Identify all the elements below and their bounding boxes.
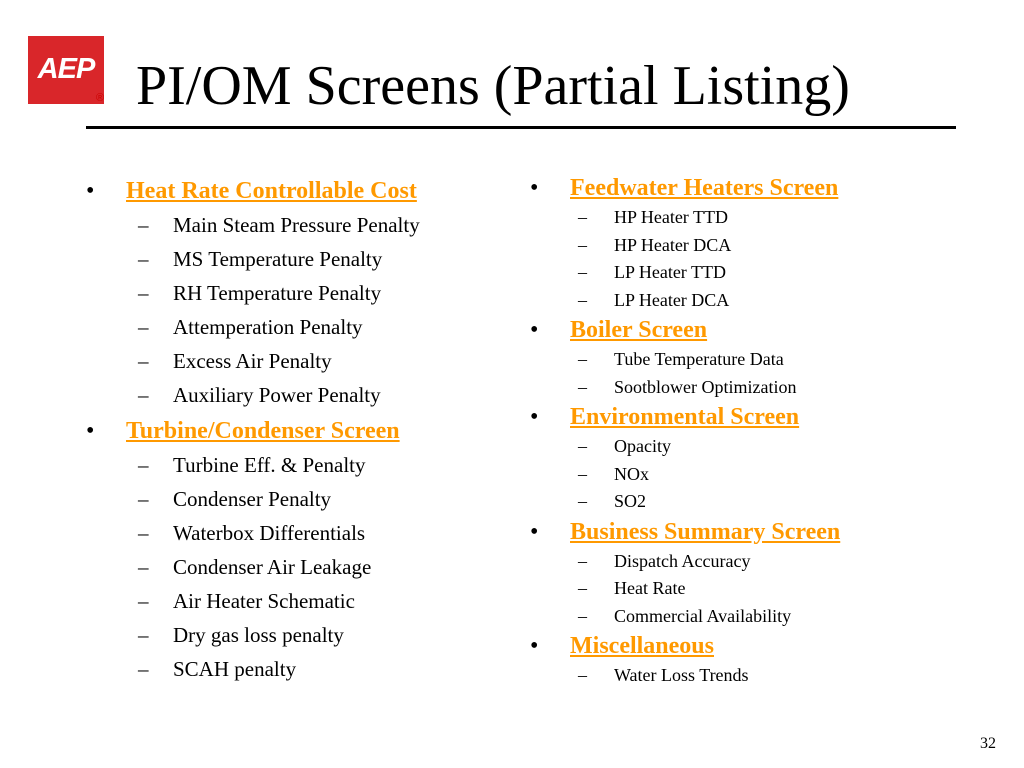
list-item-label: Tube Temperature Data	[614, 349, 784, 369]
section-boiler-screen	[530, 314, 840, 346]
list-item	[530, 346, 840, 374]
dash-icon: –	[578, 578, 587, 598]
list-item	[86, 516, 420, 550]
section-heading-link[interactable]: Business Summary Screen	[570, 518, 841, 545]
list-item-label: HP Heater DCA	[614, 234, 732, 255]
dash-icon: –	[578, 262, 587, 282]
list-item	[530, 287, 840, 315]
list-item	[86, 448, 420, 482]
list-item-label: Heat Rate	[614, 578, 686, 598]
list-item-label: LP Heater TTD	[614, 262, 726, 282]
slide-title: PI/OM Screens (Partial Listing)	[136, 55, 850, 117]
dash-icon: –	[578, 436, 587, 456]
registered-mark: ®	[96, 92, 105, 104]
list-item-label: MS Temperature Penalty	[173, 247, 383, 271]
list-item-label: NOx	[614, 463, 649, 484]
list-item-label: Sootblower Optimization	[614, 376, 797, 397]
dash-icon: –	[578, 234, 587, 255]
dash-icon: –	[578, 349, 587, 369]
dash-icon: –	[578, 289, 587, 310]
list-item-label: Condenser Air Leakage	[173, 555, 372, 579]
list-item	[530, 575, 840, 603]
list-item-label: Auxiliary Power Penalty	[173, 383, 381, 407]
list-item	[530, 662, 840, 690]
bullet-icon: •	[530, 518, 539, 545]
list-item	[86, 310, 420, 344]
list-item-label: SO2	[614, 491, 647, 511]
list-item	[86, 618, 420, 652]
section-heading-link[interactable]: Miscellaneous	[570, 633, 714, 659]
dash-icon: –	[578, 665, 587, 685]
list-item	[530, 603, 840, 631]
list-item-label: Main Steam Pressure Penalty	[173, 213, 420, 237]
list-item	[530, 232, 840, 260]
list-item	[86, 550, 420, 584]
list-item	[530, 433, 840, 461]
list-item-label: LP Heater DCA	[614, 289, 730, 310]
list-item	[86, 652, 420, 686]
section-heading-link[interactable]: Heat Rate Controllable Cost	[126, 178, 417, 204]
dash-icon: –	[578, 463, 587, 484]
list-item-label: Opacity	[614, 436, 671, 456]
logo-text: AEP	[37, 53, 95, 85]
dash-icon: –	[138, 657, 149, 681]
dash-icon: –	[138, 383, 149, 407]
list-item-label: SCAH penalty	[173, 657, 297, 681]
list-item-label: Waterbox Differentials	[173, 521, 366, 545]
section-heading-link[interactable]: Feedwater Heaters Screen	[570, 175, 839, 201]
dash-icon: –	[578, 605, 587, 626]
list-item-label: Excess Air Penalty	[173, 349, 332, 373]
dash-icon: –	[138, 281, 149, 305]
section-heat-rate-controllable-cost	[86, 174, 420, 208]
dash-icon: –	[138, 349, 149, 373]
list-item	[86, 276, 420, 310]
list-item-label: Water Loss Trends	[614, 665, 749, 685]
dash-icon: –	[578, 491, 587, 511]
section-heading-link[interactable]: Environmental Screen	[570, 404, 800, 430]
title-divider	[86, 126, 956, 129]
bullet-icon: •	[530, 633, 539, 659]
bullet-icon: •	[530, 404, 539, 430]
page-number: 32	[980, 735, 996, 752]
list-item	[530, 204, 840, 232]
list-item-label: Turbine Eff. & Penalty	[173, 453, 366, 477]
section-turbine-condenser-screen	[86, 414, 420, 448]
right-column	[530, 172, 840, 690]
list-item-label: Dispatch Accuracy	[614, 550, 751, 571]
dash-icon: –	[138, 453, 149, 477]
section-business-summary-screen	[530, 516, 840, 548]
list-item	[86, 208, 420, 242]
list-item-label: Commercial Availability	[614, 605, 792, 626]
list-item-label: HP Heater TTD	[614, 207, 728, 227]
section-heading-link[interactable]: Boiler Screen	[570, 317, 708, 343]
bullet-icon: •	[86, 418, 95, 444]
list-item	[86, 482, 420, 516]
dash-icon: –	[138, 555, 149, 579]
list-item	[530, 374, 840, 402]
dash-icon: –	[138, 589, 149, 613]
dash-icon: –	[138, 623, 149, 647]
dash-icon: –	[138, 521, 149, 545]
list-item	[530, 461, 840, 489]
aep-logo	[28, 36, 104, 104]
list-item	[530, 259, 840, 287]
list-item-label: Condenser Penalty	[173, 487, 332, 511]
list-item-label: Attemperation Penalty	[173, 315, 363, 339]
dash-icon: –	[578, 207, 587, 227]
dash-icon: –	[138, 487, 149, 511]
list-item-label: RH Temperature Penalty	[173, 281, 382, 305]
section-environmental-screen	[530, 401, 840, 433]
list-item-label: Air Heater Schematic	[173, 589, 355, 613]
section-heading-link[interactable]: Turbine/Condenser Screen	[126, 418, 400, 444]
dash-icon: –	[578, 376, 587, 397]
section-miscellaneous	[530, 630, 840, 662]
bullet-icon: •	[86, 178, 95, 204]
bullet-icon: •	[530, 175, 539, 201]
dash-icon: –	[138, 247, 149, 271]
list-item	[86, 344, 420, 378]
dash-icon: –	[138, 315, 149, 339]
left-column	[86, 174, 420, 686]
list-item	[86, 378, 420, 412]
section-feedwater-heaters-screen	[530, 172, 840, 204]
dash-icon: –	[578, 550, 587, 571]
dash-icon: –	[138, 213, 149, 237]
list-item	[86, 584, 420, 618]
list-item	[530, 548, 840, 576]
list-item-label: Dry gas loss penalty	[173, 623, 344, 647]
list-item	[86, 242, 420, 276]
bullet-icon: •	[530, 317, 539, 343]
list-item	[530, 488, 840, 516]
